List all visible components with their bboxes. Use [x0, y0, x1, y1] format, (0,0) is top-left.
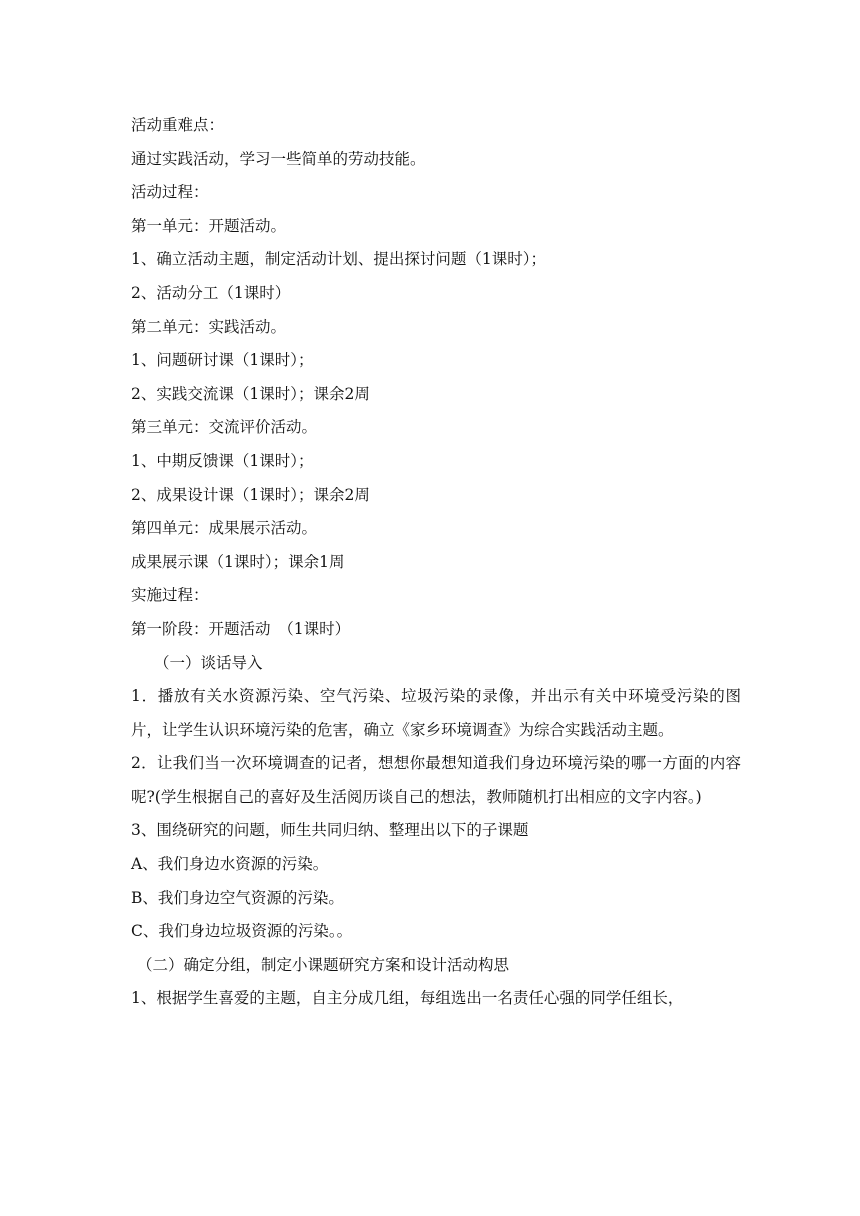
unit-3-title: 第三单元：交流评价活动。	[131, 418, 318, 437]
subtopic-a: A、我们身边水资源的污染。	[131, 855, 329, 874]
paragraph-1: 1．播放有关水资源污染、空气污染、垃圾污染的录像，并出示有关中环境受污染的图片，让学生认识环境污染的危害，确立《家乡环境调查》为综合实践活动主题。	[131, 687, 741, 739]
unit-2-title: 第二单元：实践活动。	[131, 317, 287, 336]
unit-2-item-1: 1、问题研讨课（1课时）；	[131, 351, 314, 370]
heading-activity-process: 活动过程：	[131, 183, 209, 202]
heading-key-points: 活动重难点：	[131, 116, 225, 134]
heading-implementation: 实施过程：	[131, 586, 209, 605]
key-points-text: 通过实践活动，学习一些简单的劳动技能。	[131, 149, 426, 168]
unit-1-item-1: 1、确立活动主题，制定活动计划、提出探讨问题（1课时）；	[131, 250, 546, 269]
section-grouping: （二）确定分组，制定小课题研究方案和设计活动构思	[137, 955, 510, 974]
unit-4-item-1: 成果展示课（1课时）；课余1周	[131, 552, 345, 571]
unit-1-item-2: 2、活动分工（1课时）	[131, 283, 291, 302]
subtopic-c: C、我们身边垃圾资源的污染。。	[131, 922, 353, 941]
subtopic-b: B、我们身边空气资源的污染。	[131, 888, 344, 907]
grouping-item-1: 1、根据学生喜爱的主题，自主分成几组，每组选出一名责任心强的同学任组长，	[131, 989, 684, 1008]
unit-2-item-2: 2、实践交流课（1课时）；课余2周	[131, 384, 370, 403]
unit-3-item-2: 2、成果设计课（1课时）；课余2周	[131, 485, 370, 504]
subtopics-intro: 3、围绕研究的问题，师生共同归纳、整理出以下的子课题	[131, 821, 529, 840]
document-body	[131, 109, 741, 1016]
unit-1-title: 第一单元：开题活动。	[131, 216, 287, 235]
unit-4-title: 第四单元：成果展示活动。	[131, 519, 318, 538]
paragraph-2: 2．让我们当一次环境调查的记者，想想你最想知道我们身边环境污染的哪一方面的内容呢?(学生根据自己的喜好及生活阅历谈自己的想法，教师随机打出相应的文字内容。)	[131, 754, 741, 806]
section-intro-talk: （一）谈话导入	[154, 653, 263, 672]
stage-1-title: 第一阶段：开题活动 （1课时）	[131, 619, 351, 638]
unit-3-item-1: 1、中期反馈课（1课时）；	[131, 451, 314, 470]
